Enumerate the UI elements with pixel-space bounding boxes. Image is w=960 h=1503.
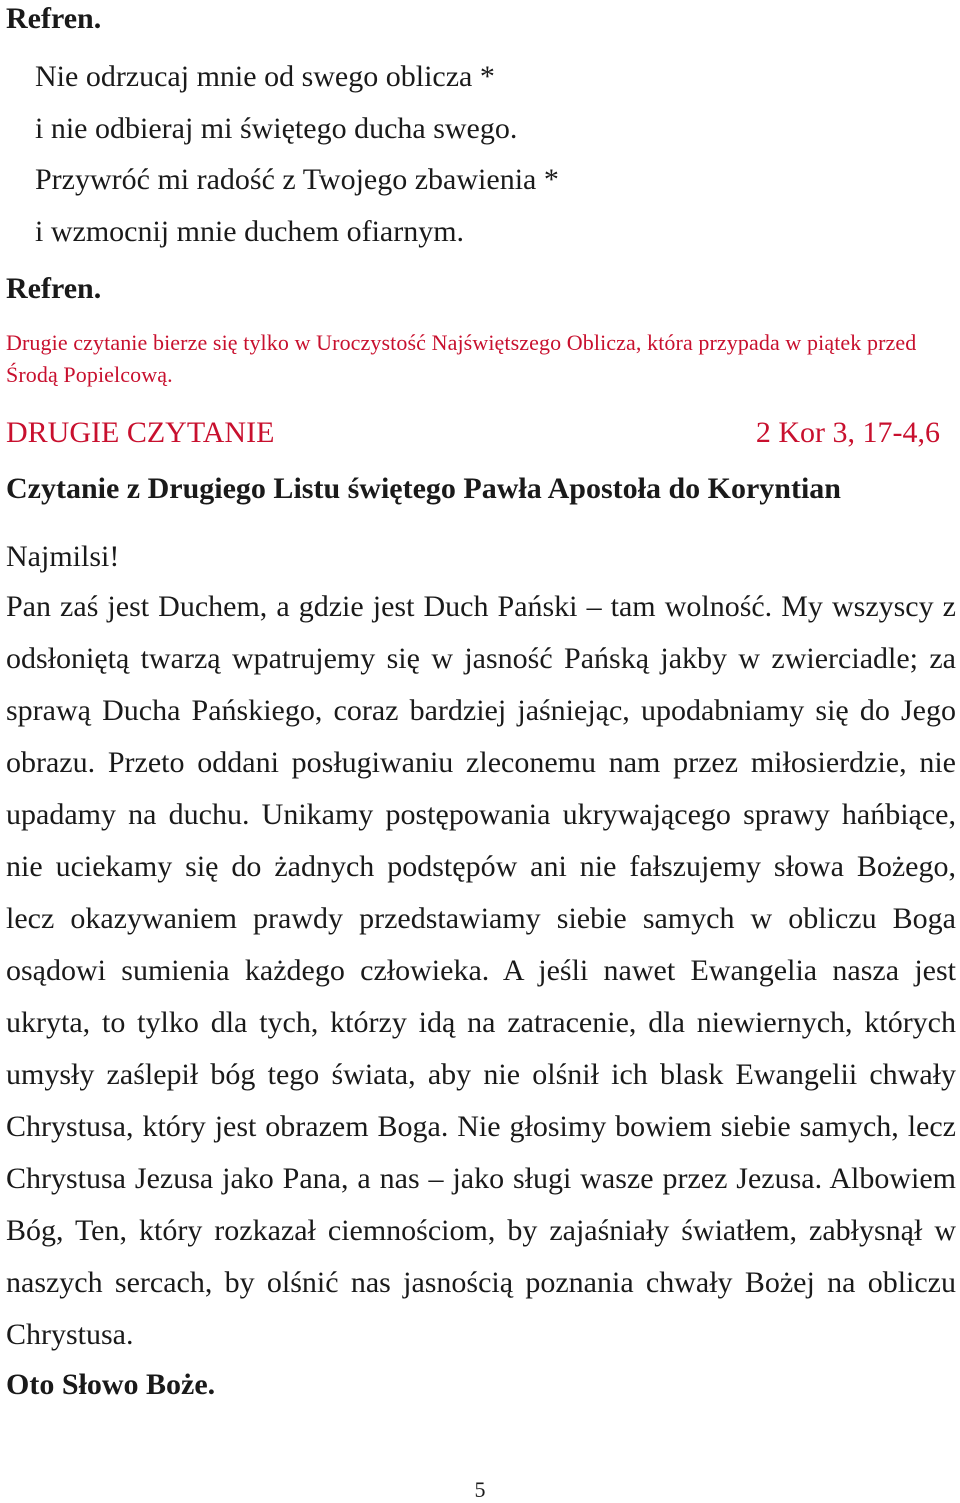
refrain-label-top: Refren. xyxy=(6,2,102,35)
page-number: 5 xyxy=(474,1477,486,1502)
reading-title: Czytanie z Drugiego Listu świętego Pawła Apostoła do Koryntian xyxy=(6,472,841,505)
stanza-line: i wzmocnij mnie duchem ofiarnym. xyxy=(35,214,465,248)
scripture-reference: 2 Kor 3, 17-4,6 xyxy=(755,416,940,449)
stanza-line: Nie odrzucaj mnie od swego oblicza * xyxy=(35,60,495,93)
reading-body: Pan zaś jest Duchem, a gdzie jest Duch Pański – tam wolność. My wszyscy z odsłoniętą twarzą wpatrujemy się w jasność Pańską jakby w zwierciadle; za sprawą Ducha Pańskiego, coraz bardziej jaśniejąc, upodabniamy się do Jego obrazu. Przeto oddani posługiwaniu zleconemu nam przez miłosierdzie, nie upadamy na duchu. Unikamy postępowania ukrywającego sprawy hańbiące, nie uciekamy się do żadnych podstępów ani nie fałszujemy słowa Bożego, lecz okazywaniem prawdy przedstawiamy siebie samych w obliczu Boga osądowi sumienia każdego człowieka. A jeśli nawet Ewangelia nasza jest ukryta, to tylko dla tych, którzy idą na zatracenie, dla niewiernych, których umysły zaślepił bóg tego świata, aby nie olśnił ich blask Ewangelii chwały Chrystusa, który jest obrazem Boga. Nie głosimy bowiem siebie samych, lecz Chrystusa Jezusa jako Pana, a nas – jako sługi wasze przez Jezusa. Albowiem Bóg, Ten, który rozkazał ciemnościom, by zajaśniały światłem, zabłysnął w naszych sercach, by olśnić nas jasnością poznania chwały Bożej na obliczu Chrystusa. xyxy=(6,590,956,1351)
refrain-label-bottom: Refren. xyxy=(6,272,102,305)
reading-salutation: Najmilsi! xyxy=(6,540,120,573)
psalm-stanza xyxy=(35,51,956,257)
stanza-line: Przywróć mi radość z Twojego zbawienia * xyxy=(35,163,559,196)
reading-header xyxy=(6,413,940,453)
document-page xyxy=(6,0,956,1405)
reading-heading: DRUGIE CZYTANIE xyxy=(6,416,275,449)
reading-closing: Oto Słowo Boże. xyxy=(6,1368,216,1401)
liturgical-rubric: Drugie czytanie bierze się tylko w Uroczystość Najświętszego Oblicza, która przypada w piątek przed Środą Popielcową. xyxy=(6,330,917,387)
stanza-line: i nie odbieraj mi świętego ducha swego. xyxy=(35,111,518,145)
